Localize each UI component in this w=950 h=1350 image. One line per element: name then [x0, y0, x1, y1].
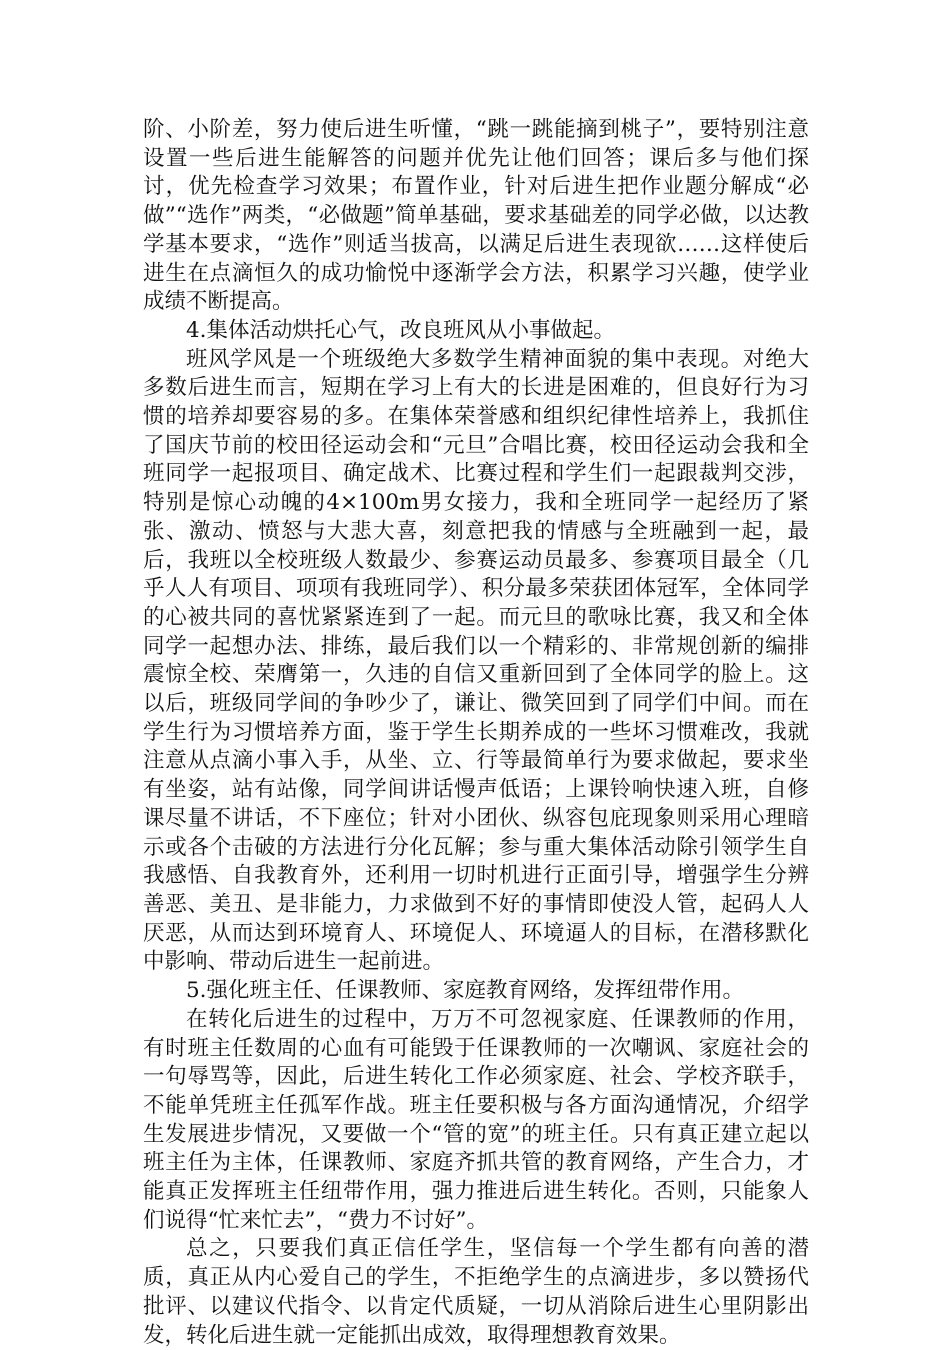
- section-heading-5: 5.强化班主任、任课教师、家庭教育网络，发挥纽带作用。: [186, 978, 745, 1004]
- document-page: [143, 116, 809, 1350]
- section-heading-4: 4.集体活动烘托心气，改良班风从小事做起。: [186, 317, 616, 343]
- paragraph-class-atmosphere: 班风学风是一个班级绝大多数学生精神面貌的集中表现。对绝大多数后进生而言，短期在学习上有大的长进是困难的，但良好行为习惯的培养却要容易的多。在集体荣誉感和组织纪律性培养上，我抓住了国庆节前的校田径运动会和“元旦”合唱比赛，校田径运动会我和全班同学一起报项目、确定战术、比赛过程和学生们一起跟裁判交涉，特别是惊心动魄的4×100m男女接力，我和全班同学一起经历了紧张、激动、愤怒与大悲大喜，刻意把我的情感与全班融到一起，最后，我班以全校班级人数最少、参赛运动员最多、参赛项目最全（几乎人人有项目、项项有我班同学）、积分最多荣获团体冠军，全体同学的心被共同的喜忧紧紧连到了一起。而元旦的歌咏比赛，我又和全体同学一起想办法、排练，最后我们以一个精彩的、非常规创新的编排震惊全校、荣膺第一，久违的自信又重新回到了全体同学的脸上。这以后，班级同学间的争吵少了，谦让、微笑回到了同学们中间。而在学生行为习惯培养方面，鉴于学生长期养成的一些坏习惯难改，我就注意从点滴小事入手，从坐、立、行等最简单行为要求做起，要求坐有坐姿，站有站像，同学间讲话慢声低语；上课铃响快速入班，自修课尽量不讲话，不下座位；针对小团伙、纵容包庇现象则采用心理暗示或各个击破的方法进行分化瓦解；参与重大集体活动除引领学生自我感悟、自我教育外，还利用一切时机进行正面引导，增强学生分辨善恶、美丑、是非能力，力求做到不好的事情即使没人管，起码人人厌恶，从而达到环境育人、环境促人、环境逼人的目标，在潜移默化中影响、带动后进生一起前进。: [143, 346, 809, 975]
- paragraph-conclusion: 总之，只要我们真正信任学生，坚信每一个学生都有向善的潜质，真正从内心爱自己的学生，不拒绝学生的点滴进步，多以赞扬代批评、以建议代指令、以肯定代质疑，一切从消除后进生心里阴影出发，转化后进生就一定能抓出成效，取得理想教育效果。: [143, 1236, 809, 1348]
- paragraph-education-network: 在转化后进生的过程中，万万不可忽视家庭、任课教师的作用，有时班主任数周的心血有可能毁于任课教师的一次嘲讽、家庭社会的一句辱骂等，因此，后进生转化工作必须家庭、社会、学校齐联手，不能单凭班主任孤军作战。班主任要积极与各方面沟通情况，介绍学生发展进步情况，又要做一个“管的宽”的班主任。只有真正建立起以班主任为主体，任课教师、家庭齐抓共管的教育网络，产生合力，才能真正发挥班主任纽带作用，强力推进后进生转化。否则，只能象人们说得“忙来忙去”，“费力不讨好”。: [143, 1006, 809, 1233]
- paragraph-continuation: 阶、小阶差，努力使后进生听懂，“跳一跳能摘到桃子”，要特别注意设置一些后进生能解答的问题并优先让他们回答；课后多与他们探讨，优先检查学习效果；布置作业，针对后进生把作业题分解成“必做”“选作”两类，“必做题”简单基础，要求基础差的同学必做，以达教学基本要求，“选作”则适当拔高，以满足后进生表现欲……这样使后进生在点滴恒久的成功愉悦中逐渐学会方法，积累学习兴趣，使学业成绩不断提高。: [143, 117, 809, 315]
